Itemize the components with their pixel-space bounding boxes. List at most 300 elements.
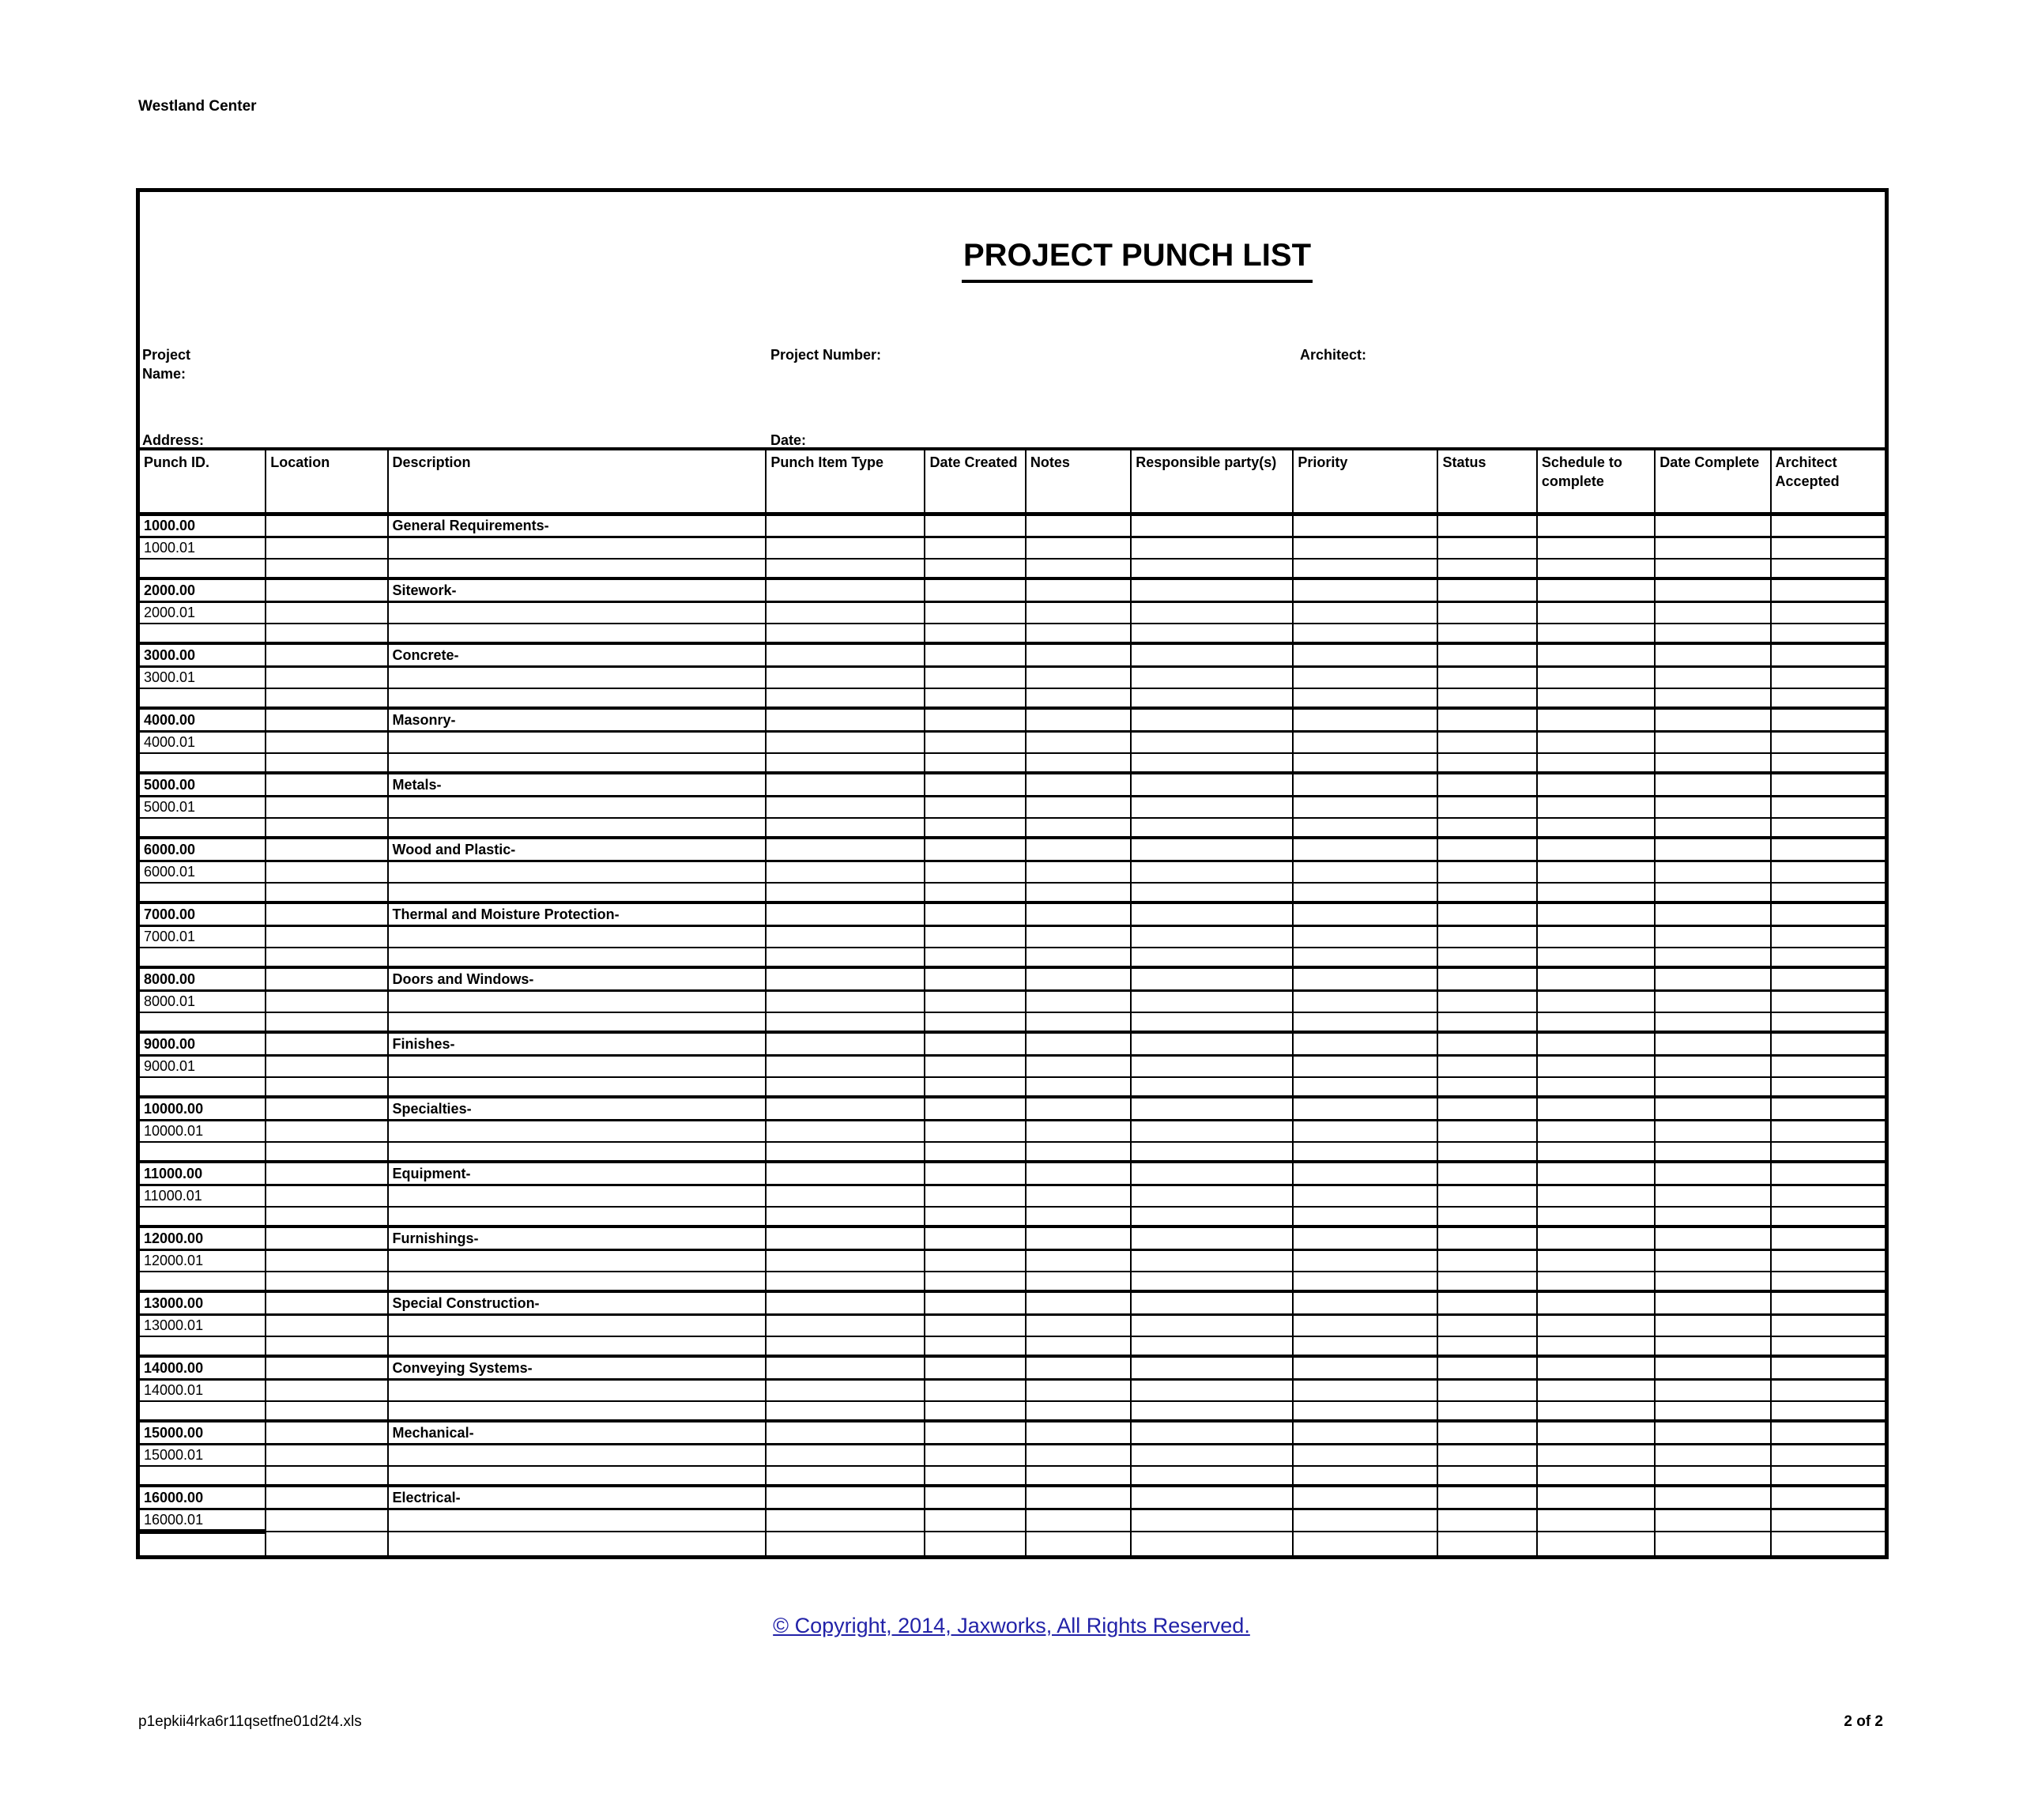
table-row	[140, 1272, 1885, 1291]
cell	[1537, 1097, 1655, 1120]
cell	[1437, 1055, 1536, 1077]
cell	[140, 1532, 266, 1555]
cell	[1131, 1532, 1293, 1555]
cell	[1026, 578, 1131, 601]
cell	[1437, 1314, 1536, 1336]
cell	[1437, 708, 1536, 731]
cell	[1293, 601, 1437, 624]
cell	[388, 1444, 767, 1466]
cell	[266, 1272, 387, 1291]
cell	[266, 731, 387, 753]
cell	[140, 1207, 266, 1227]
cell: 6000.01	[140, 861, 266, 883]
cell	[1026, 883, 1131, 902]
cell	[1437, 1466, 1536, 1486]
cell	[1655, 1466, 1770, 1486]
cell	[140, 753, 266, 773]
cell	[1655, 1207, 1770, 1227]
cell	[1537, 1227, 1655, 1249]
cell	[925, 925, 1025, 948]
cell	[1537, 1120, 1655, 1142]
cell	[1131, 1314, 1293, 1336]
cell	[1131, 1142, 1293, 1162]
table-row	[140, 688, 1885, 708]
cell	[1131, 1227, 1293, 1249]
cell	[766, 838, 925, 861]
cell	[1026, 1444, 1131, 1466]
cell	[1537, 708, 1655, 731]
cell	[925, 1421, 1025, 1444]
cell	[1131, 838, 1293, 861]
cell	[1537, 1055, 1655, 1077]
cell	[925, 666, 1025, 688]
cell	[766, 1012, 925, 1032]
cell	[766, 1272, 925, 1291]
cell	[1771, 1401, 1885, 1421]
cell	[766, 1314, 925, 1336]
cell	[1655, 1077, 1770, 1097]
cell	[1771, 1272, 1885, 1291]
cell	[1655, 1314, 1770, 1336]
cell	[1026, 601, 1131, 624]
cell	[1655, 1356, 1770, 1379]
cell	[925, 861, 1025, 883]
copyright-line	[0, 1614, 2023, 1638]
cell	[1293, 990, 1437, 1012]
cell	[266, 902, 387, 925]
cell	[1655, 1162, 1770, 1185]
cell	[1131, 1032, 1293, 1055]
cell	[766, 818, 925, 838]
cell	[1131, 902, 1293, 925]
cell	[766, 1421, 925, 1444]
cell	[1437, 796, 1536, 818]
cell	[766, 902, 925, 925]
cell	[766, 1032, 925, 1055]
cell	[266, 601, 387, 624]
cell: Masonry-	[388, 708, 767, 731]
cell	[266, 708, 387, 731]
project-name-label: Project Name:	[142, 347, 191, 382]
cell	[1655, 1012, 1770, 1032]
cell	[1437, 1032, 1536, 1055]
cell	[1437, 731, 1536, 753]
cell	[1026, 1032, 1131, 1055]
cell	[266, 1379, 387, 1401]
cell	[1026, 818, 1131, 838]
cell	[1437, 818, 1536, 838]
cell: 9000.00	[140, 1032, 266, 1055]
cell	[1026, 796, 1131, 818]
cell	[1655, 559, 1770, 578]
punch-list-form	[136, 188, 1889, 1559]
cell: Doors and Windows-	[388, 967, 767, 990]
table-row	[140, 1185, 1885, 1207]
cell	[1655, 514, 1770, 537]
cell	[266, 925, 387, 948]
punch-list-table	[140, 447, 1885, 1555]
cell	[1293, 1509, 1437, 1532]
table-row	[140, 925, 1885, 948]
cell	[266, 666, 387, 688]
column-header: Description	[388, 449, 767, 514]
cell	[1293, 1466, 1437, 1486]
cell	[266, 1055, 387, 1077]
cell	[925, 902, 1025, 925]
cell	[1771, 1227, 1885, 1249]
cell	[1771, 1336, 1885, 1356]
cell	[1131, 796, 1293, 818]
cell	[1131, 1077, 1293, 1097]
cell	[1026, 990, 1131, 1012]
cell	[388, 1055, 767, 1077]
cell	[1437, 1097, 1536, 1120]
cell	[1537, 688, 1655, 708]
cell	[388, 666, 767, 688]
cell: General Requirements-	[388, 514, 767, 537]
cell	[1437, 643, 1536, 666]
cell	[1437, 990, 1536, 1012]
cell	[1026, 1421, 1131, 1444]
cell	[925, 1379, 1025, 1401]
cell	[925, 624, 1025, 643]
cell	[925, 883, 1025, 902]
cell	[1537, 643, 1655, 666]
cell	[388, 883, 767, 902]
cell	[766, 1162, 925, 1185]
cell	[1655, 773, 1770, 796]
cell	[766, 1097, 925, 1120]
cell	[925, 537, 1025, 559]
cell	[1026, 1120, 1131, 1142]
cell	[266, 578, 387, 601]
cell	[1771, 601, 1885, 624]
cell	[1293, 1532, 1437, 1555]
cell	[1131, 1162, 1293, 1185]
cell	[1655, 1486, 1770, 1509]
cell	[1771, 796, 1885, 818]
cell	[1293, 1486, 1437, 1509]
cell	[388, 1185, 767, 1207]
cell	[1537, 902, 1655, 925]
cell: 1000.00	[140, 514, 266, 537]
cell	[1026, 1207, 1131, 1227]
cell	[1131, 514, 1293, 537]
cell	[1655, 796, 1770, 818]
cell	[766, 861, 925, 883]
table-row	[140, 1291, 1885, 1314]
cell	[266, 1486, 387, 1509]
cell	[1293, 902, 1437, 925]
architect-label: Architect:	[1300, 347, 1367, 363]
cell	[1537, 1291, 1655, 1314]
table-row	[140, 838, 1885, 861]
cell	[1131, 773, 1293, 796]
cell	[388, 948, 767, 967]
cell	[1026, 624, 1131, 643]
cell: 12000.01	[140, 1249, 266, 1272]
cell	[1771, 537, 1885, 559]
cell	[766, 1444, 925, 1466]
cell	[1293, 1272, 1437, 1291]
cell	[388, 861, 767, 883]
cell	[1771, 1032, 1885, 1055]
cell	[925, 1356, 1025, 1379]
cell	[1437, 1162, 1536, 1185]
cell	[1026, 559, 1131, 578]
cell: 14000.00	[140, 1356, 266, 1379]
cell	[1026, 643, 1131, 666]
cell: 16000.00	[140, 1486, 266, 1509]
cell	[1537, 731, 1655, 753]
cell	[1131, 967, 1293, 990]
cell	[766, 1055, 925, 1077]
cell	[1293, 1249, 1437, 1272]
cell	[1131, 666, 1293, 688]
cell	[1293, 688, 1437, 708]
cell: 12000.00	[140, 1227, 266, 1249]
cell	[925, 1055, 1025, 1077]
table-row	[140, 1249, 1885, 1272]
cell	[1293, 1185, 1437, 1207]
cell	[1293, 1421, 1437, 1444]
cell	[1293, 1162, 1437, 1185]
cell	[1537, 1032, 1655, 1055]
cell	[1131, 1466, 1293, 1486]
cell	[1293, 1356, 1437, 1379]
cell	[1537, 753, 1655, 773]
cell	[1026, 1509, 1131, 1532]
cell	[1437, 925, 1536, 948]
cell	[1655, 1097, 1770, 1120]
cell	[1771, 731, 1885, 753]
cell	[140, 1012, 266, 1032]
cell	[266, 818, 387, 838]
cell	[1131, 559, 1293, 578]
cell	[1293, 537, 1437, 559]
cell	[1293, 883, 1437, 902]
cell	[1131, 925, 1293, 948]
cell	[266, 1291, 387, 1314]
cell	[1437, 753, 1536, 773]
cell	[1655, 731, 1770, 753]
cell	[1437, 902, 1536, 925]
cell	[266, 1012, 387, 1032]
table-row	[140, 902, 1885, 925]
cell	[1655, 1185, 1770, 1207]
cell	[140, 1077, 266, 1097]
cell	[1437, 948, 1536, 967]
cell	[925, 967, 1025, 990]
cell	[1026, 1249, 1131, 1272]
cell	[925, 1486, 1025, 1509]
table-row	[140, 948, 1885, 967]
cell	[140, 1466, 266, 1486]
cell	[1131, 1272, 1293, 1291]
cell	[266, 1162, 387, 1185]
cell	[925, 1314, 1025, 1336]
cell	[1437, 666, 1536, 688]
cell: 7000.01	[140, 925, 266, 948]
cell	[1655, 708, 1770, 731]
cell: 9000.01	[140, 1055, 266, 1077]
cell	[266, 1532, 387, 1555]
cell	[266, 1077, 387, 1097]
cell	[1293, 1314, 1437, 1336]
cell	[1537, 990, 1655, 1012]
cell: Thermal and Moisture Protection-	[388, 902, 767, 925]
cell	[1771, 861, 1885, 883]
cell	[1537, 773, 1655, 796]
cell	[1131, 578, 1293, 601]
table-row	[140, 1120, 1885, 1142]
table-row	[140, 1142, 1885, 1162]
cell	[266, 1509, 387, 1532]
cell: 8000.01	[140, 990, 266, 1012]
table-row	[140, 1466, 1885, 1486]
cell	[925, 1142, 1025, 1162]
cell	[140, 688, 266, 708]
cell	[925, 578, 1025, 601]
column-header: Punch ID.	[140, 449, 266, 514]
cell	[1537, 1142, 1655, 1162]
cell	[1655, 1249, 1770, 1272]
cell: 14000.01	[140, 1379, 266, 1401]
cell	[925, 1444, 1025, 1466]
cell	[388, 1379, 767, 1401]
cell	[1437, 578, 1536, 601]
cell	[1293, 925, 1437, 948]
cell	[1131, 1055, 1293, 1077]
column-header: Schedule to complete	[1537, 449, 1655, 514]
cell	[1537, 1207, 1655, 1227]
cell	[925, 1162, 1025, 1185]
cell	[1437, 559, 1536, 578]
copyright-link[interactable]: © Copyright, 2014, Jaxworks, All Rights Reserved.	[773, 1614, 1250, 1637]
cell	[1655, 861, 1770, 883]
cell	[1293, 1444, 1437, 1466]
table-row	[140, 1336, 1885, 1356]
cell	[1771, 1509, 1885, 1532]
table-row	[140, 559, 1885, 578]
table-row	[140, 967, 1885, 990]
table-row	[140, 796, 1885, 818]
cell	[1655, 1444, 1770, 1466]
table-row	[140, 1077, 1885, 1097]
cell: Electrical-	[388, 1486, 767, 1509]
table-row	[140, 537, 1885, 559]
cell	[925, 1032, 1025, 1055]
cell	[925, 990, 1025, 1012]
cell	[1293, 559, 1437, 578]
table-row	[140, 601, 1885, 624]
cell	[1026, 1012, 1131, 1032]
cell	[388, 753, 767, 773]
column-header: Date Created	[925, 449, 1025, 514]
cell	[1293, 818, 1437, 838]
cell	[266, 948, 387, 967]
cell	[1131, 1249, 1293, 1272]
cell	[1293, 731, 1437, 753]
cell	[1437, 1291, 1536, 1314]
cell	[766, 1227, 925, 1249]
cell	[1655, 1379, 1770, 1401]
cell	[388, 559, 767, 578]
cell	[766, 1509, 925, 1532]
cell	[1771, 773, 1885, 796]
cell	[1437, 1401, 1536, 1421]
cell	[140, 948, 266, 967]
cell	[1293, 1012, 1437, 1032]
cell	[925, 1097, 1025, 1120]
cell	[1437, 1012, 1536, 1032]
cell	[266, 1444, 387, 1466]
cell	[1655, 1509, 1770, 1532]
cell	[1293, 861, 1437, 883]
table-row	[140, 1055, 1885, 1077]
cell	[766, 708, 925, 731]
cell	[925, 773, 1025, 796]
cell	[1293, 1336, 1437, 1356]
cell	[925, 1291, 1025, 1314]
column-header: Responsible party(s)	[1131, 449, 1293, 514]
cell	[1437, 1336, 1536, 1356]
cell	[1537, 1356, 1655, 1379]
cell	[1655, 1272, 1770, 1291]
cell	[925, 1077, 1025, 1097]
table-body	[140, 514, 1885, 1555]
cell	[1437, 514, 1536, 537]
cell	[266, 1249, 387, 1272]
cell	[266, 1207, 387, 1227]
cell	[266, 1097, 387, 1120]
cell	[1026, 1532, 1131, 1555]
table-row	[140, 1162, 1885, 1185]
cell	[1026, 731, 1131, 753]
cell	[1537, 1379, 1655, 1401]
cell	[1026, 666, 1131, 688]
page-title: PROJECT PUNCH LIST	[265, 233, 2010, 279]
cell	[1655, 666, 1770, 688]
cell: 3000.00	[140, 643, 266, 666]
cell	[1293, 578, 1437, 601]
cell	[925, 1466, 1025, 1486]
cell	[1771, 990, 1885, 1012]
cell	[1026, 1314, 1131, 1336]
cell	[1131, 624, 1293, 643]
cell	[1026, 838, 1131, 861]
cell	[1537, 624, 1655, 643]
cell	[1026, 861, 1131, 883]
cell	[1771, 666, 1885, 688]
cell	[1771, 1466, 1885, 1486]
cell	[925, 643, 1025, 666]
cell	[388, 1120, 767, 1142]
print-footer-page-number: 2 of 2	[1844, 1713, 1883, 1730]
cell	[1293, 1142, 1437, 1162]
cell	[266, 1032, 387, 1055]
cell	[1537, 948, 1655, 967]
cell	[1771, 1532, 1885, 1555]
cell	[1293, 1120, 1437, 1142]
cell	[1437, 1356, 1536, 1379]
cell: 11000.00	[140, 1162, 266, 1185]
cell	[1026, 688, 1131, 708]
cell	[1026, 708, 1131, 731]
cell	[766, 1356, 925, 1379]
cell	[1293, 796, 1437, 818]
table-row	[140, 643, 1885, 666]
